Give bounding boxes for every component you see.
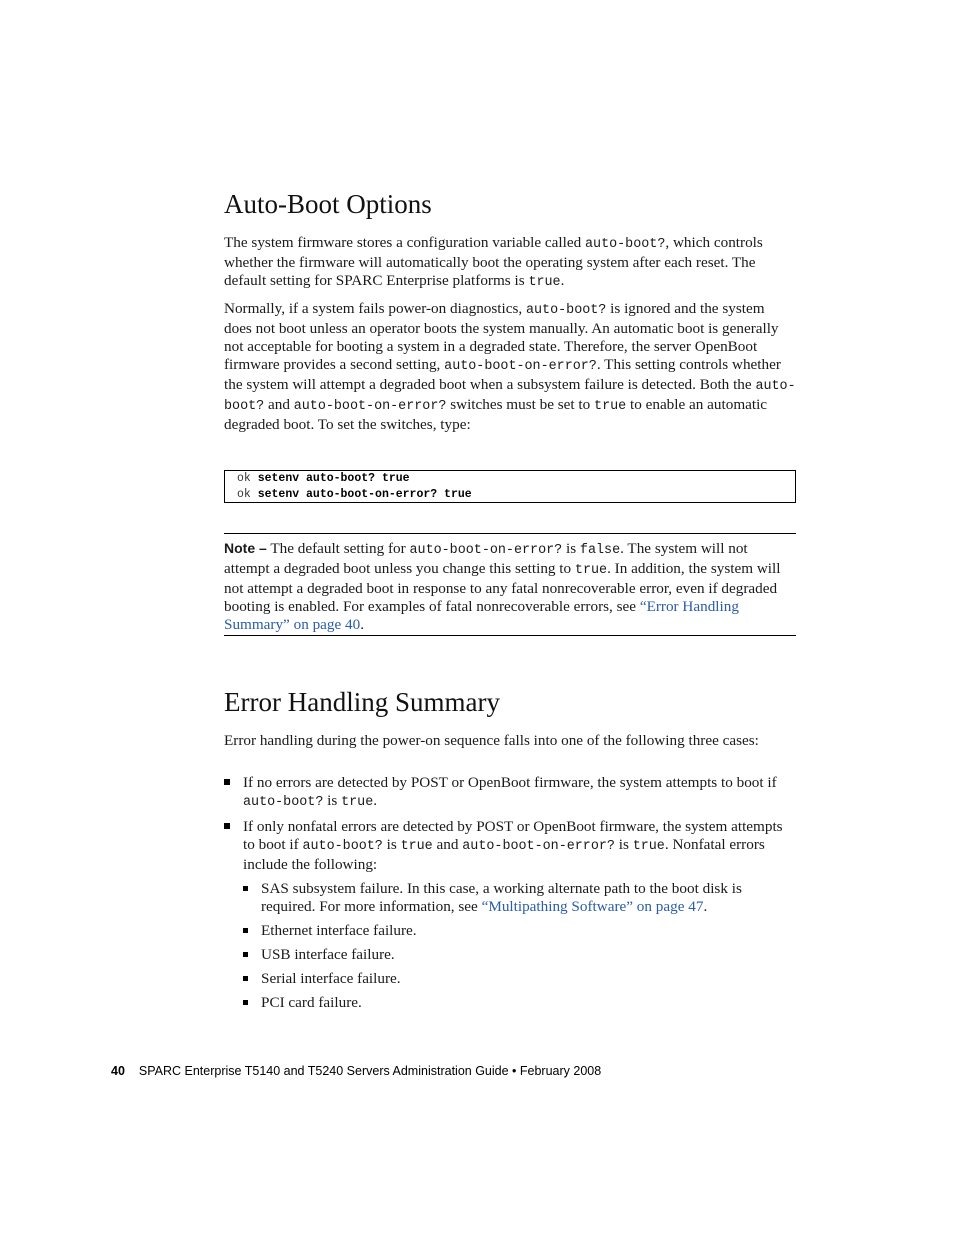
note-bottom-rule — [224, 635, 796, 636]
list-item: Ethernet interface failure. — [243, 922, 796, 940]
list-item: SAS subsystem failure. In this case, a working alternate path to the boot disk is required. For more information, see “Multipathing Software” on page 47. — [243, 880, 796, 916]
page-number: 40 — [111, 1064, 125, 1078]
code-command: setenv auto-boot-on-error? true — [257, 488, 472, 501]
error-cases-list — [224, 774, 796, 1012]
code-auto-boot: auto-boot? — [243, 795, 324, 810]
list-item: PCI card failure. — [243, 994, 796, 1012]
footer-text: SPARC Enterprise T5140 and T5240 Servers Administration Guide • February 2008 — [138, 1064, 602, 1078]
note-top-rule — [224, 533, 796, 534]
note-block: Note – The default setting for auto-boot-on-error? is false. The system will not attempt a degraded boot unless you change this setting to true. In addition, the system will not attempt a degraded boot in response to any fatal nonrecoverable error, even if degraded booting is enabled. For examples of fatal nonrecoverable errors, see “Error Handling Summary” on page 40. — [224, 540, 781, 633]
code-prompt: ok — [237, 488, 258, 501]
section-heading-error-handling: Error Handling Summary — [224, 687, 500, 717]
code-true: true — [528, 275, 561, 290]
code-auto-boot-on-error: auto-boot-on-error? — [462, 839, 615, 854]
link-error-handling-summary[interactable]: “Error Handling Summary” on page 40 — [224, 598, 739, 633]
code-false: false — [579, 543, 621, 558]
bullet-square — [243, 976, 248, 981]
code-auto-boot-on-error: auto-boot-on-error? — [409, 543, 563, 558]
link-multipathing-software[interactable]: “Multipathing Software” on page 47 — [481, 898, 704, 915]
nonfatal-errors-list — [243, 880, 796, 1012]
bullet-square — [243, 886, 248, 891]
bullet-square — [243, 1000, 248, 1005]
code-true: true — [594, 399, 627, 414]
code-command: setenv auto-boot? true — [257, 472, 410, 485]
code-auto-boot-on-error: auto-boot-on-error? — [444, 359, 597, 374]
paragraph-auto-boot-intro: The system firmware stores a configuration variable called auto-boot?, which controls whether the firmware will automatically boot the operating system after each reset. The default setting for SPARC Enterprise platforms is true. — [224, 234, 763, 290]
note-label: Note – — [224, 540, 267, 556]
bullet-square — [243, 952, 248, 957]
bullet-square — [224, 823, 230, 829]
code-example-box — [224, 470, 796, 503]
code-line-1 — [237, 471, 795, 487]
code-true: true — [341, 795, 374, 810]
code-true: true — [632, 839, 665, 854]
code-true: true — [400, 839, 433, 854]
code-line-2 — [237, 487, 795, 503]
code-auto-boot: auto-boot? — [585, 237, 666, 252]
list-item: If no errors are detected by POST or OpenBoot firmware, the system attempts to boot if auto-boot? is true. — [224, 774, 796, 812]
paragraph-error-handling-intro: Error handling during the power-on sequence falls into one of the following three cases: — [224, 732, 759, 749]
code-prompt: ok — [237, 472, 258, 485]
list-item: Serial interface failure. — [243, 970, 796, 988]
code-auto-boot: auto-boot? — [525, 303, 607, 318]
list-item: If only nonfatal errors are detected by POST or OpenBoot firmware, the system attempts to boot if auto-boot? is true and auto-boot-on-error? is true. Nonfatal errors include the following: SAS subsystem failure. In this case, a working alternate path to the boot disk is required. For more information, see “Multipathing Software” on page 47. Ethernet interface failure. USB interface failure. Serial interface failure. PCI card failure. — [224, 818, 796, 1012]
section-heading-auto-boot: Auto-Boot Options — [224, 189, 432, 219]
bullet-square — [243, 928, 248, 933]
code-true: true — [574, 563, 608, 578]
list-item: USB interface failure. — [243, 946, 796, 964]
bullet-square — [224, 779, 230, 785]
code-auto-boot: auto-boot? — [302, 839, 383, 854]
page-footer — [111, 1063, 601, 1079]
paragraph-degraded-boot: Normally, if a system fails power-on diagnostics, auto-boot? is ignored and the system does not boot unless an operator boots the system manually. An automatic boot is generally not acceptable for booting a system in a degraded state. Therefore, the server OpenBoot firmware provides a second setting, auto-boot-on-error?. This setting controls whether the system will attempt a degraded boot when a subsystem failure is detected. Both the auto-boot? and auto-boot-on-error? switches must be set to true to enable an automatic degraded boot. To set the switches, type: — [224, 300, 796, 433]
code-auto-boot: auto-boot? — [224, 379, 796, 414]
code-auto-boot-on-error: auto-boot-on-error? — [293, 399, 447, 414]
